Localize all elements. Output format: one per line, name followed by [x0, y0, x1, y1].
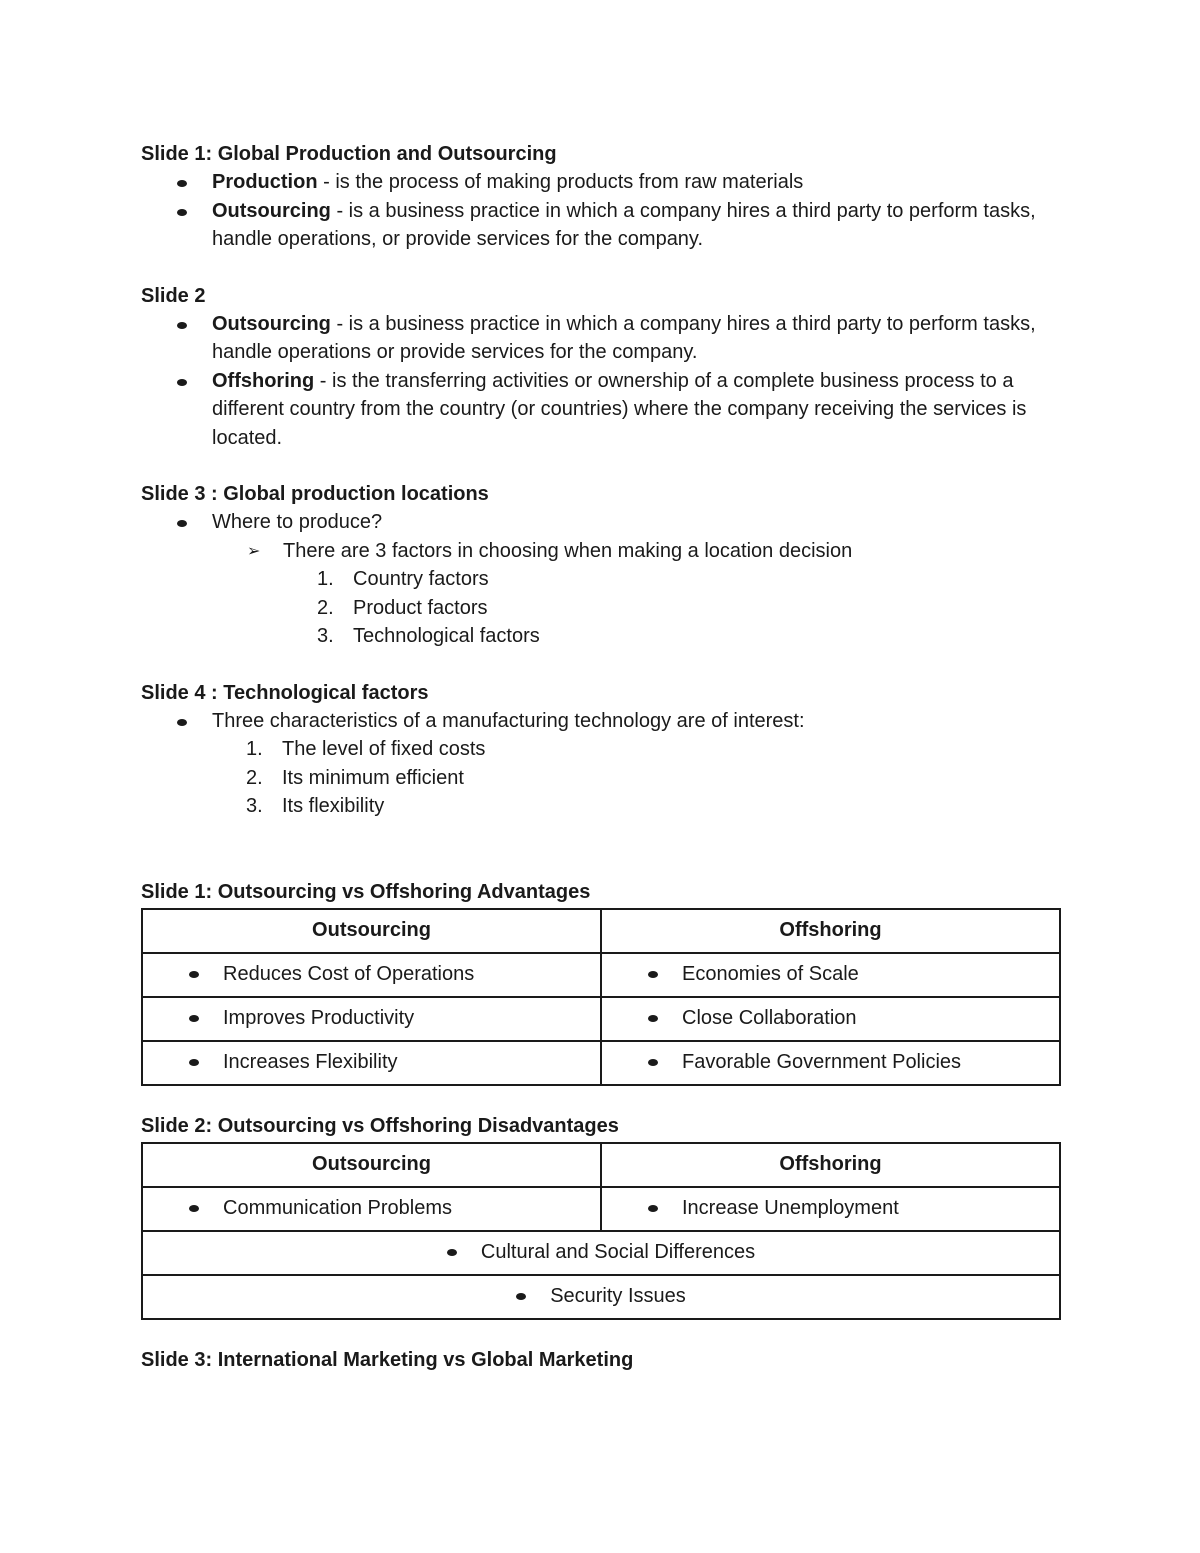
- column-header: Offshoring: [601, 1143, 1060, 1187]
- slide3-heading: Slide 3 : Global production locations: [141, 483, 489, 505]
- list-item: Three characteristics of a manufacturing technology are of interest:: [141, 707, 1061, 736]
- table-cell: Improves Productivity: [143, 1007, 600, 1030]
- characteristics-list: [141, 735, 1061, 821]
- list-item: 1. Country factors: [317, 568, 489, 590]
- slide1-list: [141, 168, 1061, 254]
- list-item: 1. The level of fixed costs: [246, 738, 486, 760]
- list-item: [141, 168, 1061, 197]
- arrow-list-item: [141, 537, 1061, 566]
- slide4-list: [141, 707, 1061, 736]
- arrow-item-text: There are 3 factors in choosing when making a location decision: [283, 539, 853, 562]
- table-cell: Economies of Scale: [602, 963, 1059, 986]
- slide1-heading: Slide 1: Global Production and Outsourcing: [141, 143, 557, 165]
- term-outsourcing: Outsourcing: [212, 312, 331, 335]
- definition-text: is the transferring activities or ownership of a complete business process to a different country from the country (or countries) where the company receiving the services is located.: [212, 369, 1027, 449]
- list-item: 3. Technological factors: [317, 625, 540, 647]
- term-separator: -: [314, 369, 332, 392]
- term-production: Production: [212, 171, 318, 193]
- table-cell: Increase Unemployment: [602, 1197, 1059, 1220]
- list-item: Where to produce?: [141, 508, 1061, 537]
- factor-text: Technological factors: [353, 625, 540, 647]
- list-item: [141, 197, 1061, 254]
- list-item: 2. Product factors: [317, 596, 488, 619]
- advantages-heading: Slide 1: Outsourcing vs Offshoring Advantages: [141, 880, 591, 903]
- slide3-marketing-heading: Slide 3: International Marketing vs Global Marketing: [141, 1348, 634, 1371]
- column-header: Outsourcing: [142, 1143, 601, 1187]
- table-header-row: [142, 1143, 1060, 1187]
- slide2-heading: Slide 2: [141, 284, 206, 307]
- slide3-list: [141, 508, 1061, 537]
- table-cell-shared: Security Issues: [516, 1285, 686, 1308]
- table-cell: Reduces Cost of Operations: [143, 963, 600, 986]
- definition-text: is a business practice in which a company hires a third party to perform tasks, handle operations, or provide services for the company.: [212, 199, 1036, 250]
- list-item: 2. Its minimum efficient: [246, 766, 464, 789]
- factor-text: Product factors: [353, 596, 488, 619]
- table-cell: Increases Flexibility: [143, 1051, 600, 1074]
- column-header: Offshoring: [601, 909, 1060, 953]
- slide4-heading: Slide 4 : Technological factors: [141, 681, 429, 704]
- term-separator: -: [330, 312, 349, 335]
- table-row: [142, 953, 1060, 997]
- table-cell: Close Collaboration: [602, 1007, 1059, 1030]
- table-cell: Communication Problems: [143, 1197, 600, 1220]
- term-outsourcing: Outsourcing: [212, 199, 331, 222]
- column-header: Outsourcing: [142, 909, 601, 953]
- term-separator: -: [330, 199, 349, 222]
- list-item: 3. Its flexibility: [246, 795, 385, 817]
- table-row: [142, 1231, 1060, 1275]
- term-separator: -: [317, 171, 336, 193]
- list-item: [141, 367, 1061, 453]
- disadvantages-heading: Slide 2: Outsourcing vs Offshoring Disadvantages: [141, 1114, 619, 1137]
- table-row: [142, 997, 1060, 1041]
- table-header-row: [142, 909, 1060, 953]
- factor-text: Country factors: [353, 568, 489, 590]
- definition-text: is the process of making products from raw materials: [335, 171, 804, 193]
- slide2-list: [141, 310, 1061, 453]
- term-offshoring: Offshoring: [212, 369, 315, 392]
- table-cell-shared: Cultural and Social Differences: [447, 1241, 755, 1264]
- characteristic-text: Its minimum efficient: [282, 766, 464, 789]
- definition-text: is a business practice in which a company hires a third party to perform tasks, handle operations or provide services for the company.: [212, 312, 1036, 363]
- arrow-bullet-icon: ➢: [247, 540, 261, 560]
- document-page: [141, 140, 1061, 1374]
- characteristic-text: Its flexibility: [282, 795, 385, 817]
- advantages-table: [141, 908, 1061, 1086]
- table-row: [142, 1041, 1060, 1085]
- table-row: [142, 1275, 1060, 1319]
- disadvantages-table: [141, 1142, 1061, 1320]
- list-item: [141, 310, 1061, 367]
- factors-list: [141, 565, 1061, 651]
- table-row: [142, 1187, 1060, 1231]
- table-cell: Favorable Government Policies: [602, 1051, 1059, 1074]
- characteristic-text: The level of fixed costs: [282, 738, 486, 760]
